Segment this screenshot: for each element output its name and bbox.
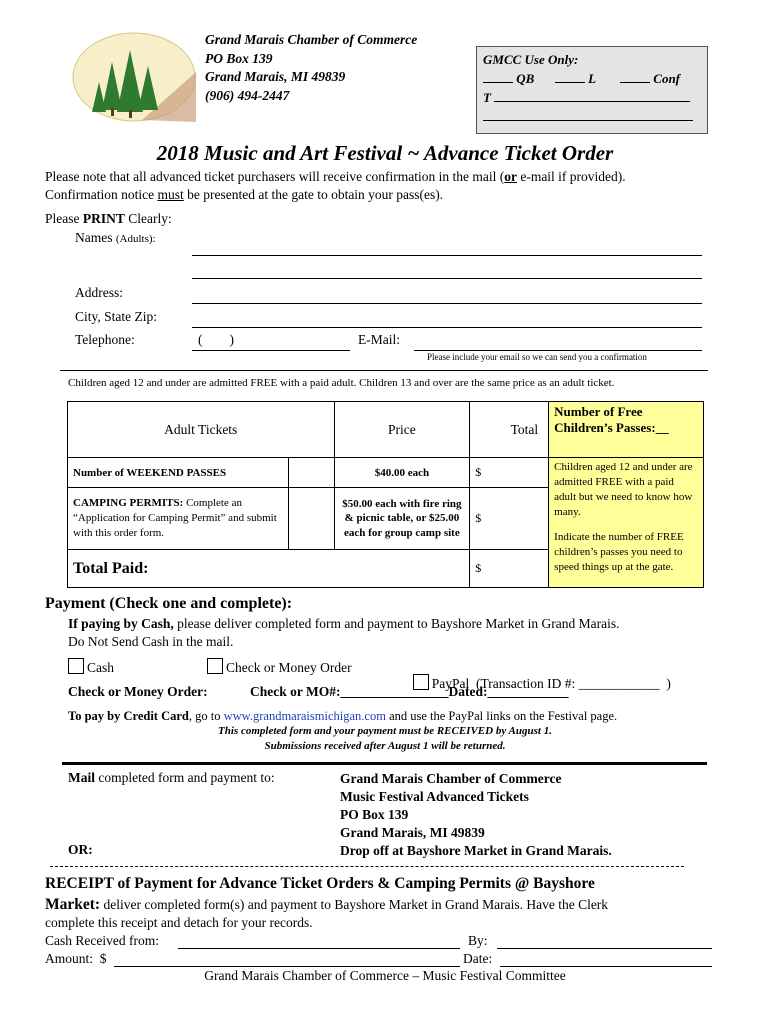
total-paid-label: Total Paid: (68, 550, 470, 588)
credit-card-text (68, 709, 617, 724)
intro-must: must (157, 187, 184, 202)
by-label: By: (468, 933, 488, 948)
payment-heading: Payment (Check one and complete): (45, 595, 293, 612)
header-total: Total (470, 402, 549, 458)
mail-addr-4: Grand Marais, MI 49839 (340, 825, 485, 840)
weekend-price: $40.00 each (334, 458, 470, 488)
cash-checkbox[interactable] (68, 658, 84, 674)
camping-qty[interactable] (288, 488, 334, 550)
header-address (205, 31, 417, 105)
names-line-1[interactable] (192, 255, 702, 256)
gmcc-row-3 (483, 107, 701, 126)
telephone-field[interactable] (192, 350, 350, 351)
cash-bold: If paying by Cash, (68, 616, 174, 631)
header-adult-tickets: Adult Tickets (68, 402, 335, 458)
children-note: Children aged 12 and under are admitted FREE with a paid adult. Children 13 and over are the same price as an adult ticket. (68, 377, 615, 389)
receipt-line2: complete this receipt and detach for your records. (45, 915, 313, 930)
no-cash-text: Do Not Send Cash in the mail. (68, 634, 234, 649)
receipt-heading: RECEIPT of Payment for Advance Ticket Orders & Camping Permits @ Bayshore (45, 875, 595, 892)
received-notice-1: This completed form and your payment must be RECEIVED by August 1. (218, 725, 552, 737)
total-paid-field[interactable]: $ (470, 550, 549, 588)
check-label: Check or Money Order (226, 660, 352, 675)
mail-addr-1: Grand Marais Chamber of Commerce (340, 771, 562, 786)
mail-addr-3: PO Box 139 (340, 807, 409, 822)
option-check[interactable] (207, 658, 352, 676)
mail-address (340, 770, 612, 860)
please-print (45, 211, 172, 227)
header-po: PO Box 139 (205, 50, 273, 66)
email-note: Please include your email so we can send you a confirmation (427, 352, 647, 362)
check-mo-label: Check or Money Order: (68, 684, 208, 699)
gmcc-l: L (588, 71, 596, 86)
camping-bold: CAMPING PERMITS: (73, 497, 184, 509)
free-note-2: Indicate the number of FREE children’s passes you need to speed things up at the gate. (554, 531, 684, 573)
footer-committee: Grand Marais Chamber of Commerce – Music Festival Committee (204, 968, 566, 983)
mail-addr-5: Drop off at Bayshore Market in Grand Marais. (340, 843, 612, 858)
received-notice-2: Submissions received after August 1 will be returned. (264, 740, 506, 752)
mail-label (68, 770, 275, 786)
check-checkbox[interactable] (207, 658, 223, 674)
intro-line2-b: be presented at the gate to obtain your pass(es). (183, 187, 444, 202)
paypal-label: PayPal (Transaction ID #: ____________ ) (431, 676, 671, 691)
gmcc-qb: QB (516, 71, 535, 86)
cc-bold: To pay by Credit Card (68, 709, 189, 723)
gmcc-row-1 (483, 69, 701, 88)
cc-go: , go to (188, 709, 224, 723)
mail-addr-2: Music Festival Advanced Tickets (340, 789, 529, 804)
divider-line (60, 370, 708, 371)
telephone-label: Telephone: (75, 332, 135, 347)
gmcc-conf: Conf (653, 71, 681, 86)
option-cash[interactable] (68, 658, 114, 676)
cc-rest: and use the PayPal links on the Festival page. (385, 709, 618, 723)
telephone-paren: ( ) (198, 332, 234, 347)
header-city: Grand Marais, MI 49839 (205, 69, 346, 84)
intro-line1-a: Please note that all advanced ticket purchasers will receive confirmation in the mail ( (45, 169, 505, 184)
email-field[interactable] (414, 350, 702, 351)
city-field[interactable] (192, 327, 702, 328)
by-field[interactable] (497, 948, 712, 949)
header-free-children: Number of Free Children’s Passes:__ (549, 402, 704, 458)
cash-instructions (68, 615, 718, 651)
gmcc-use-only-box (476, 46, 708, 134)
gmcc-t: T (483, 90, 491, 105)
mail-bold: Mail (68, 770, 95, 785)
names-line-2[interactable] (192, 278, 702, 279)
adults-text: (Adults): (115, 233, 156, 245)
page-title: 2018 Music and Art Festival ~ Advance Ticket Order (156, 141, 614, 165)
receipt-instructions (45, 896, 725, 932)
website-link[interactable]: www.grandmaraismichigan.com (223, 709, 386, 723)
gmcc-row-2 (483, 88, 701, 107)
free-children-note (549, 458, 704, 588)
weekend-total[interactable]: $ (470, 458, 549, 488)
camping-rest: Complete an “Application for Camping Permit” and submit with this order form. (73, 497, 277, 539)
check-mo-text: Check or MO#:________________Dated:____________ (250, 684, 569, 699)
intro-line1-b: e-mail if provided). (516, 169, 626, 184)
camping-total[interactable]: $ (470, 488, 549, 550)
weekend-passes-label: Number of WEEKEND PASSES (68, 458, 289, 488)
address-label: Address: (75, 285, 123, 300)
date-label: Date: (463, 951, 493, 966)
address-field[interactable] (192, 303, 702, 304)
amount-field[interactable] (114, 966, 460, 967)
cash-received-label: Cash Received from: (45, 933, 159, 948)
city-label: City, State Zip: (75, 309, 157, 324)
header-phone: (906) 494-2447 (205, 87, 290, 103)
print-text: PRINT (82, 211, 125, 226)
or-label: OR: (68, 842, 93, 857)
cut-line (50, 866, 684, 867)
intro-line2-a: Confirmation notice (45, 187, 158, 202)
mail-divider (62, 762, 707, 765)
header-org: Grand Marais Chamber of Commerce (205, 32, 418, 47)
amount-label: Amount: $ (45, 951, 107, 966)
names-text: Names (75, 230, 113, 245)
receipt-market: Market: (45, 896, 101, 913)
cash-label: Cash (87, 660, 114, 675)
check-mo-fields[interactable] (250, 684, 568, 700)
intro-text (45, 168, 626, 204)
mail-rest: completed form and payment to: (95, 770, 275, 785)
camping-permits-label (68, 488, 289, 550)
gmcc-title: GMCC Use Only: (483, 52, 579, 67)
weekend-passes-qty[interactable] (288, 458, 334, 488)
clearly-text: Clearly: (124, 211, 172, 226)
intro-or: or (504, 169, 517, 184)
free-note-1: Children aged 12 and under are admitted FREE with a paid adult but we need to know how many. (554, 461, 693, 518)
cash-rest: please deliver completed form and payment to Bayshore Market in Grand Marais. (173, 616, 620, 631)
date-field[interactable] (500, 966, 712, 967)
names-label (75, 230, 156, 246)
please-text: Please (45, 211, 83, 226)
email-label: E-Mail: (358, 332, 400, 347)
ticket-table (67, 401, 704, 588)
chamber-logo (72, 32, 196, 122)
receipt-line1: deliver completed form(s) and payment to Bayshore Market in Grand Marais. Have the Clerk (100, 897, 609, 912)
header-price: Price (334, 402, 470, 458)
cash-received-field[interactable] (178, 948, 460, 949)
camping-price: $50.00 each with fire ring & picnic table, or $25.00 each for group camp site (334, 488, 470, 550)
